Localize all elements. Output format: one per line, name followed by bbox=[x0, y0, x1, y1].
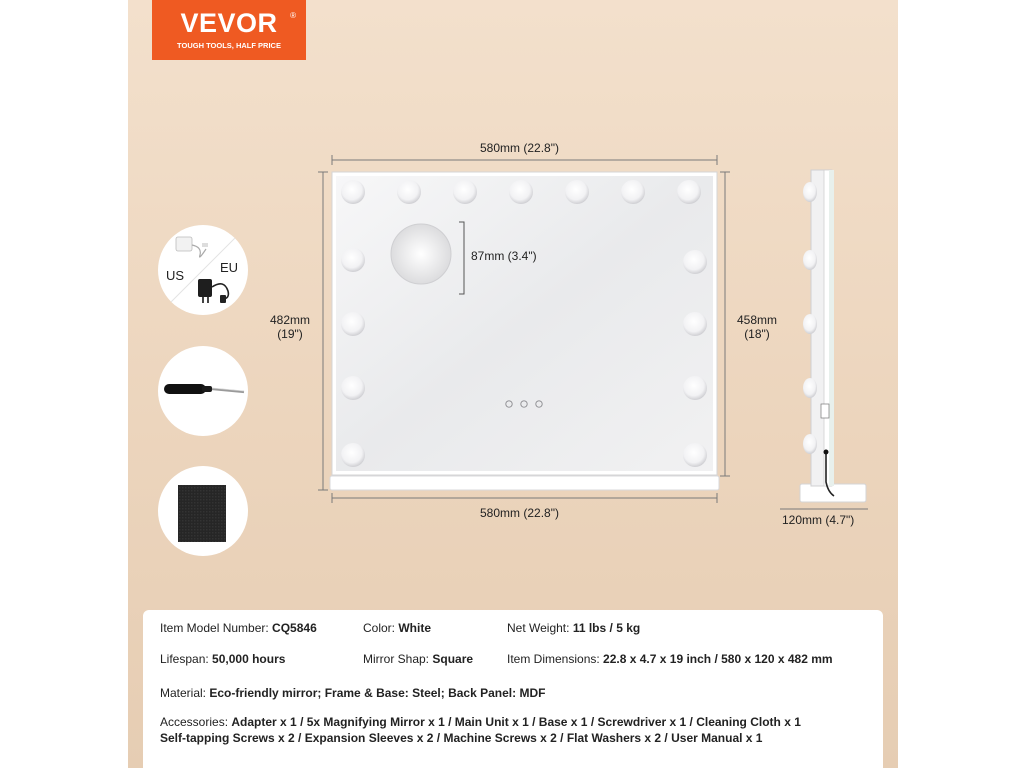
total-height-in: (19") bbox=[277, 327, 303, 341]
total-height-label bbox=[265, 313, 315, 341]
mirror-side-view bbox=[780, 170, 868, 509]
side-bulb-icon bbox=[803, 434, 817, 454]
light-bulb-icon bbox=[341, 248, 365, 272]
spec-accessories-line1: Adapter x 1 / 5x Magnifying Mirror x 1 / Main Unit x 1 / Base x 1 / Screwdriver x 1 / Cleaning Cloth x 1 bbox=[231, 715, 801, 729]
depth-label: 120mm (4.7") bbox=[782, 513, 855, 527]
spec-material-label: Material: bbox=[160, 686, 207, 700]
light-bulb-icon bbox=[565, 180, 589, 204]
total-height-mm: 482mm bbox=[269, 313, 310, 327]
spec-lifespan bbox=[160, 652, 285, 666]
bottom-width-dimension-line bbox=[332, 493, 717, 503]
us-plug-label: US bbox=[166, 268, 185, 283]
light-bulb-icon bbox=[341, 312, 365, 336]
light-bulb-icon bbox=[397, 180, 421, 204]
light-bulb-icon bbox=[453, 180, 477, 204]
light-bulb-icon bbox=[683, 443, 707, 467]
spec-model-value: CQ5846 bbox=[272, 621, 317, 635]
side-bulb-icon bbox=[803, 378, 817, 398]
mirror-height-label bbox=[732, 313, 782, 341]
spec-color-value: White bbox=[398, 621, 432, 635]
spec-shape bbox=[363, 652, 473, 666]
spec-material bbox=[160, 686, 545, 700]
product-image-canvas bbox=[128, 0, 898, 768]
top-width-label: 580mm (22.8") bbox=[480, 141, 559, 155]
magnifying-mirror-icon bbox=[391, 224, 451, 284]
spec-lifespan-label: Lifespan: bbox=[160, 652, 209, 666]
bottom-width-label: 580mm (22.8") bbox=[480, 506, 559, 520]
spec-shape-value: Square bbox=[432, 652, 474, 666]
side-bulb-icon bbox=[803, 250, 817, 270]
spec-lifespan-value: 50,000 hours bbox=[212, 652, 286, 666]
logo-registered-mark: ® bbox=[290, 11, 296, 20]
light-bulb-icon bbox=[683, 312, 707, 336]
spec-shape-label: Mirror Shap: bbox=[363, 652, 430, 666]
magnifier-size-label: 87mm (3.4") bbox=[471, 249, 537, 263]
spec-model-label: Item Model Number: bbox=[160, 621, 269, 635]
spec-color-label: Color: bbox=[363, 621, 396, 635]
spec-model bbox=[160, 621, 317, 635]
spec-dimensions-label: Item Dimensions: bbox=[507, 652, 600, 666]
light-bulb-icon bbox=[341, 376, 365, 400]
spec-dimensions-value: 22.8 x 4.7 x 19 inch / 580 x 120 x 482 mm bbox=[603, 652, 833, 666]
light-bulb-icon bbox=[683, 376, 707, 400]
specifications-panel bbox=[143, 610, 883, 768]
light-bulb-icon bbox=[341, 180, 365, 204]
light-bulb-icon bbox=[509, 180, 533, 204]
logo-brand: VEVOR bbox=[180, 8, 278, 38]
mirror-height-mm: 458mm bbox=[736, 313, 777, 327]
light-bulb-icon bbox=[341, 443, 365, 467]
light-bulb-icon bbox=[677, 180, 701, 204]
mirror-height-in: (18") bbox=[744, 327, 770, 341]
spec-accessories bbox=[160, 715, 801, 729]
light-bulb-icon bbox=[621, 180, 645, 204]
light-bulb-icon bbox=[683, 250, 707, 274]
spec-accessories-continued bbox=[160, 731, 762, 745]
side-bulb-icon bbox=[803, 314, 817, 334]
right-height-dimension-line bbox=[720, 172, 730, 476]
left-height-dimension-line bbox=[318, 172, 328, 490]
logo-tagline: TOUGH TOOLS, HALF PRICE bbox=[177, 41, 281, 50]
spec-weight-value: 11 lbs / 5 kg bbox=[572, 621, 641, 635]
spec-material-value: Eco-friendly mirror; Frame & Base: Steel; Back Panel: MDF bbox=[209, 686, 546, 700]
side-switch-icon bbox=[821, 404, 829, 418]
mirror-diagram bbox=[128, 0, 898, 560]
spec-accessories-label: Accessories: bbox=[160, 715, 229, 729]
spec-color bbox=[363, 621, 431, 635]
spec-accessories-line2: Self-tapping Screws x 2 / Expansion Sleeves x 2 / Machine Screws x 2 / Flat Washers x 2 / User Manual x 1 bbox=[160, 731, 763, 745]
side-bulb-icon bbox=[803, 182, 817, 202]
mirror-front-view bbox=[330, 172, 719, 490]
eu-plug-label: EU bbox=[220, 260, 239, 275]
spec-weight bbox=[507, 621, 640, 635]
top-width-dimension-line bbox=[332, 155, 717, 165]
spec-weight-label: Net Weight: bbox=[507, 621, 570, 635]
spec-dimensions bbox=[507, 652, 833, 666]
